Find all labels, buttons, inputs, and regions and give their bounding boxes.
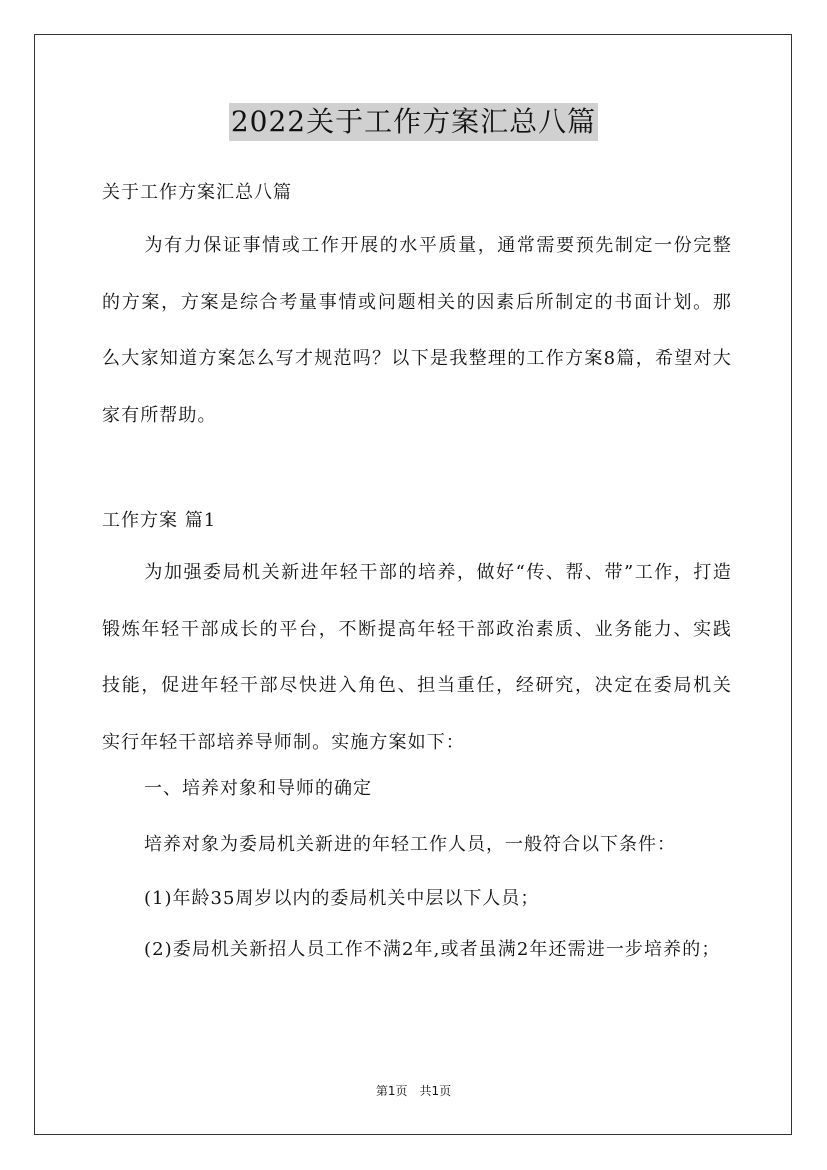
section-text: 为加强委局机关新进年轻干部的培养，做好“传、帮、带”工作，打造锻炼年轻干部成长的平台，不断提高年轻干部政治素质、业务能力、实践技能，促进年轻干部尽快进入角色、担当重任，经研究，决定在委局机关实行年轻干部培养导师制。实施方案如下：: [102, 562, 732, 753]
intro-text: 为有力保证事情或工作开展的水平质量，通常需要预先制定一份完整的方案，方案是综合考量事情或问题相关的因素后所制定的书面计划。那么大家知道方案怎么写才规范吗？以下是我整理的工作方案8篇，希望对大家有所帮助。: [102, 235, 732, 426]
document-title: 2022关于工作方案汇总八篇: [229, 103, 598, 141]
page-footer: 第1页 共1页: [375, 1084, 452, 1098]
item-intro: 培养对象为委局机关新进的年轻工作人员，一般符合以下条件：: [144, 834, 676, 855]
condition-2: [102, 922, 732, 979]
section-paragraph: [102, 545, 732, 771]
condition-1: (1)年龄35周岁以内的委局机关中层以下人员；: [144, 888, 540, 909]
intro-paragraph: [102, 218, 732, 444]
condition-2-text: (2)委局机关新招人员工作不满2年,或者虽满2年还需进一步培养的；: [144, 939, 721, 960]
title-container: [0, 103, 827, 141]
section-heading: 工作方案 篇1: [102, 510, 217, 531]
item-heading: 一、培养对象和导师的确定: [144, 778, 372, 799]
document-subtitle: 关于工作方案汇总八篇: [102, 182, 292, 203]
